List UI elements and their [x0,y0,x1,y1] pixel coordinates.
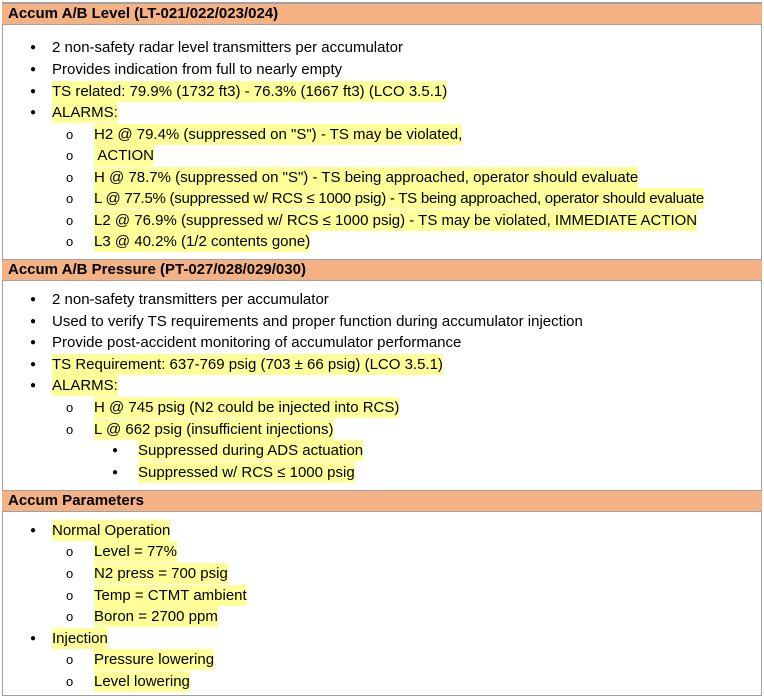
circle-marker: o [66,674,74,689]
alarm-item: L3 @ 40.2% (1/2 contents gone) [94,233,311,250]
list-item: 2 non-safety radar level transmitters per accumulator [52,39,403,56]
circle-marker: o [66,544,74,559]
section-header-parameters: Accum Parameters [2,490,762,512]
alarm-item: H @ 745 psig (N2 could be injected into RCS) [94,399,400,416]
circle-marker: o [66,213,74,228]
parameter-item: N2 press = 700 psig [94,565,228,582]
list-item: Used to verify TS requirements and proper function during accumulator injection [52,313,583,330]
alarm-item: L @ 77.5% (suppressed w/ RCS ≤ 1000 psig) - TS being approached, operator should evaluate [94,190,704,207]
circle-marker: o [66,609,74,624]
list-item: 2 non-safety transmitters per accumulator [52,291,329,308]
section-header-pressure: Accum A/B Pressure (PT-027/028/029/030) [2,259,762,281]
alarm-item: H @ 78.7% (suppressed on "S") - TS being approached, operator should evaluate [94,169,639,186]
bullet: ● [30,337,37,348]
parameter-item: Boron = 2700 ppm [94,608,218,625]
circle-marker: o [66,148,74,163]
circle-marker: o [66,170,74,185]
alarm-item: ACTION [94,147,155,164]
bullet: ● [30,633,37,644]
circle-marker: o [66,191,74,206]
circle-marker: o [66,234,74,249]
list-item: ALARMS: [52,104,118,121]
circle-marker: o [66,422,74,437]
circle-marker: o [66,400,74,415]
list-item: Injection [52,630,108,647]
list-item: Normal Operation [52,522,171,539]
circle-marker: o [66,652,74,667]
parameter-item: Level = 77% [94,543,177,560]
alarm-item: L @ 662 psig (insufficient injections) [94,421,334,438]
alarm-item: H2 @ 79.4% (suppressed on "S") - TS may be violated, [94,126,463,143]
circle-marker: o [66,588,74,603]
bullet: ● [112,445,119,456]
bullet: ● [30,86,37,97]
circle-marker: o [66,566,74,581]
section-header-level: Accum A/B Level (LT-021/022/023/024) [2,3,762,25]
circle-marker: o [66,127,74,142]
bullet: ● [30,294,37,305]
parameter-item: Temp = CTMT ambient [94,587,247,604]
bullet: ● [30,316,37,327]
list-item: ALARMS: [52,377,118,394]
sub-alarm-item: Suppressed w/ RCS ≤ 1000 psig [138,464,355,481]
parameter-item: Level lowering [94,673,190,690]
list-item: TS Requirement: 637-769 psig (703 ± 66 psig) (LCO 3.5.1) [52,356,443,373]
list-item: Provides indication from full to nearly empty [52,61,343,78]
bullet: ● [30,107,37,118]
list-item: Provide post-accident monitoring of accumulator performance [52,334,462,351]
alarm-item: L2 @ 76.9% (suppressed w/ RCS ≤ 1000 psig) - TS may be violated, IMMEDIATE ACTION [94,212,698,229]
list-item: TS related: 79.9% (1732 ft3) - 76.3% (1667 ft3) (LCO 3.5.1) [52,83,448,100]
bullet: ● [112,467,119,478]
parameter-item: Pressure lowering [94,651,215,668]
bullet: ● [30,380,37,391]
bullet: ● [30,64,37,75]
sub-alarm-item: Suppressed during ADS actuation [138,442,364,459]
bullet: ● [30,359,37,370]
bullet: ● [30,42,37,53]
bullet: ● [30,525,37,536]
